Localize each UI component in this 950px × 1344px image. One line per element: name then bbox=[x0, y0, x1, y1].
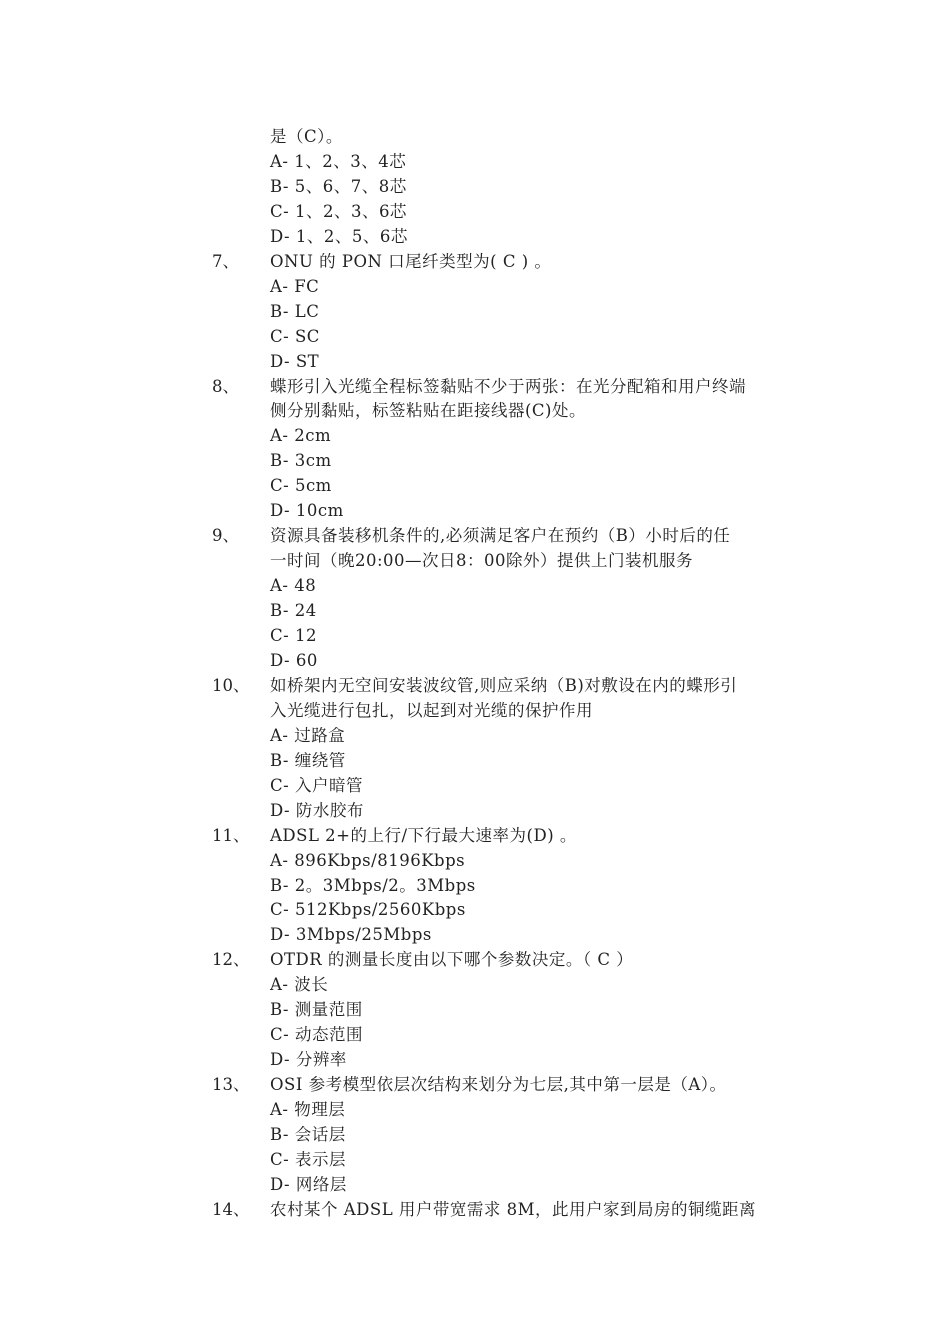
text-line: A- 波长 bbox=[270, 975, 329, 994]
text-line: A- 1、2、3、4芯 bbox=[270, 152, 407, 171]
question-text: ONU 的 PON 口尾纤类型为( C ) 。 bbox=[270, 252, 552, 271]
question-number: 7、 bbox=[212, 252, 239, 271]
question-text: OTDR 的测量长度由以下哪个参数决定。（ C ） bbox=[270, 950, 634, 969]
text-line: 是（C）。 bbox=[270, 127, 343, 146]
text-line: C- 1、2、3、6芯 bbox=[270, 202, 407, 221]
text-line: D- ST bbox=[270, 352, 320, 371]
question-text: 蝶形引入光缆全程标签黏贴不少于两张：在光分配箱和用户终端 bbox=[270, 377, 746, 396]
question-text: 资源具备装移机条件的,必须满足客户在预约（B）小时后的任 bbox=[270, 526, 731, 545]
text-line: A- 896Kbps/8196Kbps bbox=[270, 851, 466, 870]
text-line: A- FC bbox=[270, 277, 320, 296]
question-number: 13、 bbox=[212, 1075, 250, 1094]
text-line: 入光缆进行包扎，以起到对光缆的保护作用 bbox=[270, 701, 593, 720]
text-line: D- 10cm bbox=[270, 501, 344, 520]
text-line: D- 网络层 bbox=[270, 1175, 347, 1194]
text-line: B- LC bbox=[270, 302, 320, 321]
text-line: C- SC bbox=[270, 327, 320, 346]
text-line: B- 5、6、7、8芯 bbox=[270, 177, 407, 196]
text-line: B- 2。3Mbps/2。3Mbps bbox=[270, 876, 476, 895]
text-line: A- 物理层 bbox=[270, 1100, 346, 1119]
text-line: C- 入户暗管 bbox=[270, 776, 363, 795]
question-number: 11、 bbox=[212, 826, 250, 845]
text-line: 侧分别黏贴，标签粘贴在距接线器(C)处。 bbox=[270, 401, 586, 420]
text-line: D- 分辨率 bbox=[270, 1050, 347, 1069]
text-line: C- 表示层 bbox=[270, 1150, 346, 1169]
question-number: 9、 bbox=[212, 526, 239, 545]
text-line: D- 60 bbox=[270, 651, 318, 670]
text-line: D- 3Mbps/25Mbps bbox=[270, 925, 432, 944]
question-text: 如桥架内无空间安装波纹管,则应采纳（B)对敷设在内的蝶形引 bbox=[270, 676, 738, 695]
question-number: 14、 bbox=[212, 1200, 250, 1219]
text-line: D- 1、2、5、6芯 bbox=[270, 227, 408, 246]
text-line: C- 动态范围 bbox=[270, 1025, 363, 1044]
text-line: B- 会话层 bbox=[270, 1125, 346, 1144]
question-number: 12、 bbox=[212, 950, 250, 969]
text-line: C- 12 bbox=[270, 626, 317, 645]
question-number: 10、 bbox=[212, 676, 250, 695]
text-line: B- 测量范围 bbox=[270, 1000, 363, 1019]
question-text: 农村某个 ADSL 用户带宽需求 8M，此用户家到局房的铜缆距离 bbox=[270, 1200, 757, 1219]
text-line: 一时间（晚20:00—次日8：00除外）提供上门装机服务 bbox=[270, 551, 694, 570]
text-line: B- 缠绕管 bbox=[270, 751, 346, 770]
text-line: A- 过路盒 bbox=[270, 726, 346, 745]
question-text: OSI 参考模型依层次结构来划分为七层,其中第一层是（A）。 bbox=[270, 1075, 727, 1094]
text-line: C- 5cm bbox=[270, 476, 332, 495]
text-line: D- 防水胶布 bbox=[270, 801, 364, 820]
text-line: C- 512Kbps/2560Kbps bbox=[270, 900, 466, 919]
text-line: A- 48 bbox=[270, 576, 317, 595]
question-number: 8、 bbox=[212, 377, 239, 396]
text-line: B- 3cm bbox=[270, 451, 332, 470]
question-text: ADSL 2+的上行/下行最大速率为(D) 。 bbox=[270, 826, 577, 845]
text-line: B- 24 bbox=[270, 601, 317, 620]
text-line: A- 2cm bbox=[270, 426, 332, 445]
